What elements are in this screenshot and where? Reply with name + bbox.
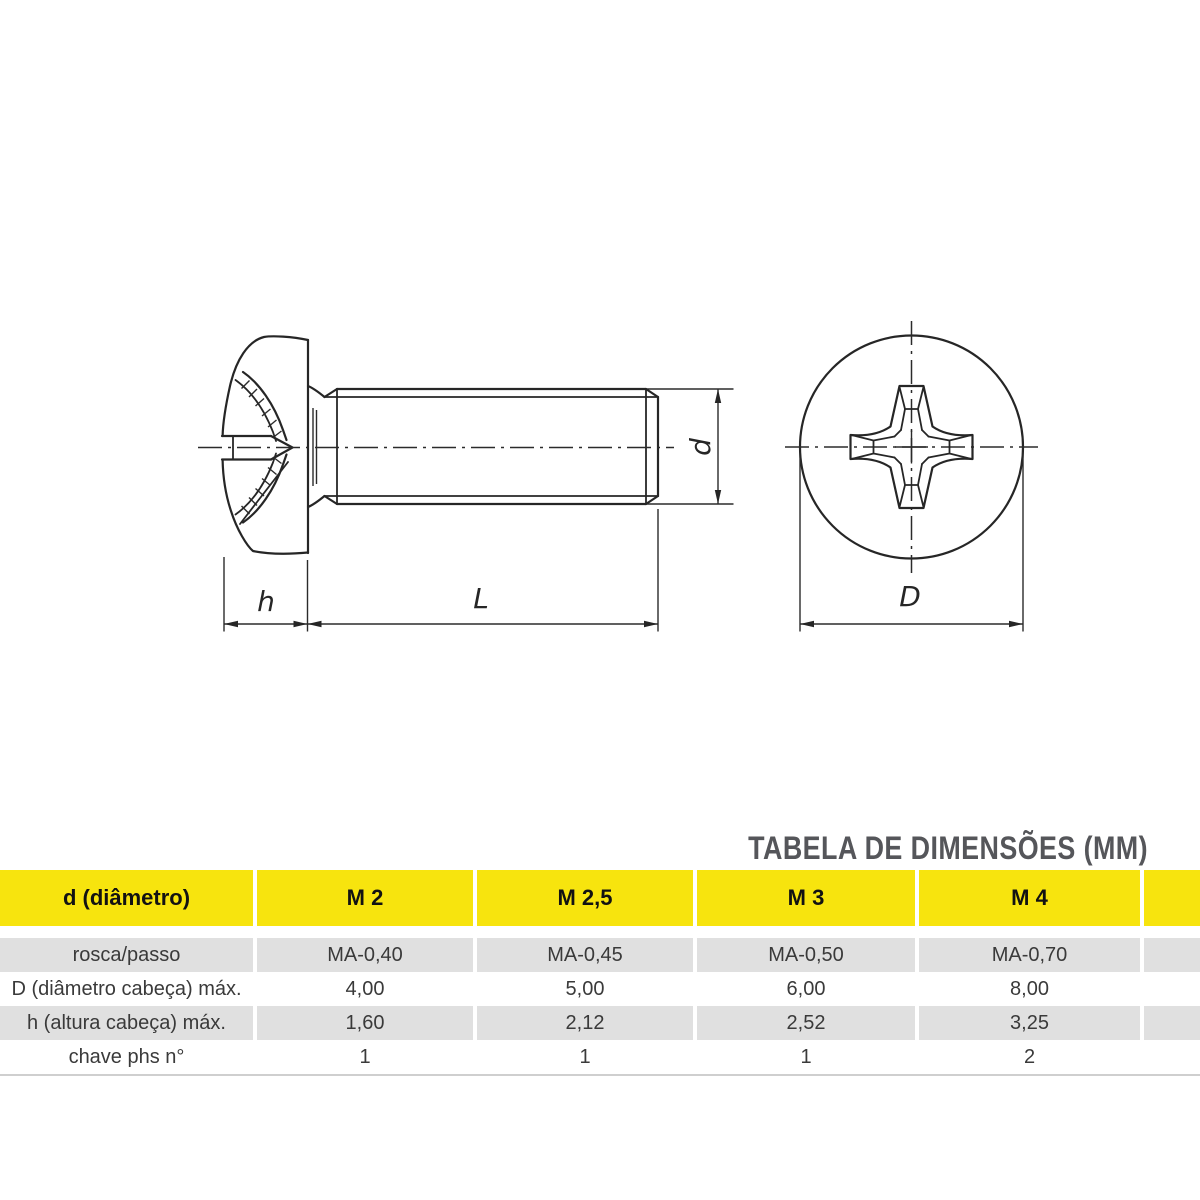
table-cell: MA-0,50 [697, 938, 915, 972]
table-cell: 1 [257, 1040, 473, 1074]
row-label: chave phs n° [0, 1040, 253, 1074]
row-label: D (diâmetro cabeça) máx. [0, 972, 253, 1006]
recess-wing-upper [236, 372, 287, 441]
dimension-L-label: L [473, 582, 489, 615]
header-cell-m4: M 4 [919, 870, 1140, 926]
dimension-table [0, 870, 1200, 1076]
dimension-L [308, 509, 659, 632]
dimension-d-label: d [684, 438, 717, 456]
header-cell-m2-5: M 2,5 [477, 870, 693, 926]
neck-fillet [308, 386, 325, 507]
table-cell: 8,00 [919, 972, 1140, 1006]
table-cell: 1 [697, 1040, 915, 1074]
threaded-shank [325, 389, 659, 504]
row-label: rosca/passo [0, 938, 253, 972]
table-bottom-border [0, 1074, 1200, 1076]
table-cell: 1,60 [257, 1006, 473, 1040]
table-cell: 2 [919, 1040, 1140, 1074]
table-title: TABELA DE DIMENSÕES (MM) [748, 830, 1148, 866]
table-cell-partial [1144, 938, 1200, 972]
center-mark [895, 431, 928, 464]
table-cell: MA-0,70 [919, 938, 1140, 972]
recess-wing-lower [236, 454, 289, 525]
table-cell: MA-0,40 [257, 938, 473, 972]
header-cell-partial [1144, 870, 1200, 926]
row-label: h (altura cabeça) máx. [0, 1006, 253, 1040]
table-cell: 2,12 [477, 1006, 693, 1040]
header-cell-diameter: d (diâmetro) [0, 870, 253, 926]
table-cell-partial [1144, 1040, 1200, 1074]
table-cell-partial [1144, 1006, 1200, 1040]
table-header-row [0, 870, 1200, 926]
side-view [198, 336, 734, 631]
dimension-d [647, 389, 734, 504]
table-cell: MA-0,45 [477, 938, 693, 972]
table-cell: 4,00 [257, 972, 473, 1006]
dimension-h [224, 557, 308, 632]
front-view [785, 321, 1038, 632]
dimension-D-label: D [899, 580, 921, 613]
table-cell: 6,00 [697, 972, 915, 1006]
table-cell-partial [1144, 972, 1200, 1006]
table-cell: 2,52 [697, 1006, 915, 1040]
table-cell: 5,00 [477, 972, 693, 1006]
table-row-chave-phs [0, 1040, 1200, 1074]
header-cell-m3: M 3 [697, 870, 915, 926]
head-outline-upper [223, 336, 308, 436]
table-row-rosca-passo [0, 938, 1200, 972]
table-cell: 1 [477, 1040, 693, 1074]
head-outline-lower [223, 460, 308, 554]
table-row-diametro-cabeca [0, 972, 1200, 1006]
table-cell: 3,25 [919, 1006, 1140, 1040]
header-body-gap [0, 926, 1200, 938]
table-row-altura-cabeca [0, 1006, 1200, 1040]
header-cell-m2: M 2 [257, 870, 473, 926]
dimension-h-label: h [257, 585, 275, 618]
